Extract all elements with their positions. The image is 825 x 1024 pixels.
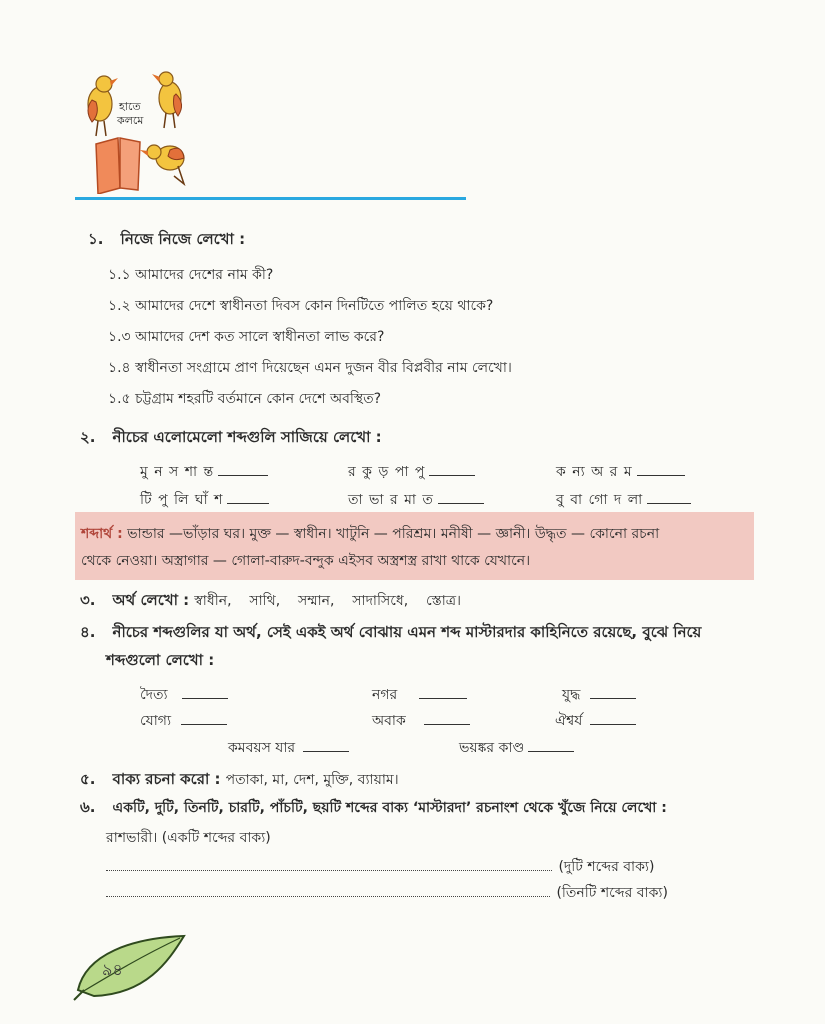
answer-blank[interactable] bbox=[429, 461, 475, 476]
glossary-text1: ভান্ডার —ভাঁড়ার ঘর। মুক্ত — স্বাধীন। খাটুনি — পরিশ্রম। মনীষী — জ্ঞানী। উদ্ধৃত — কোনো রচনা bbox=[127, 526, 660, 542]
jumbled-word bbox=[348, 488, 484, 512]
jumbled-word bbox=[140, 460, 268, 484]
q6-answer-line bbox=[106, 855, 654, 879]
answer-blank[interactable] bbox=[218, 461, 268, 476]
jumbled-word bbox=[556, 488, 691, 512]
q4-title-line2: শব্দগুলো লেখো : bbox=[106, 651, 215, 669]
q2-number: ২. bbox=[80, 428, 96, 446]
dotted-answer-line[interactable] bbox=[106, 884, 550, 897]
q1-heading bbox=[88, 228, 245, 253]
jumbled-word-text: মু ন স শা ন্ত bbox=[140, 464, 215, 480]
q2-heading bbox=[80, 426, 382, 451]
hate-kolome-logo bbox=[78, 66, 196, 194]
synonym-item bbox=[228, 736, 349, 760]
q1-item: ১.১ আমাদের দেশের নাম কী? bbox=[108, 267, 274, 283]
synonym-word: নগর bbox=[372, 687, 398, 703]
dotted-answer-line[interactable] bbox=[106, 858, 552, 871]
synonym-word: দৈত্য bbox=[140, 687, 168, 703]
synonym-item bbox=[372, 709, 470, 733]
q4-heading bbox=[80, 621, 701, 646]
answer-blank[interactable] bbox=[227, 489, 269, 504]
q6-title: একটি, দুটি, তিনটি, চারটি, পাঁচটি, ছয়টি শব্দের বাক্য ‘মাস্টারদা’ রচনাংশ থেকে খুঁজে নিয়ে লেখো : bbox=[112, 800, 667, 816]
synonym-item bbox=[459, 736, 574, 760]
answer-blank[interactable] bbox=[181, 710, 227, 725]
page-number: ৯৪ bbox=[102, 960, 123, 979]
synonym-word: ঐশ্বর্য bbox=[555, 713, 583, 729]
answer-blank[interactable] bbox=[303, 737, 349, 752]
q1-item: ১.৩ আমাদের দেশ কত সালে স্বাধীনতা লাভ করে? bbox=[108, 329, 385, 345]
q1-item: ১.৪ স্বাধীনতা সংগ্রামে প্রাণ দিয়েছেন এমন দুজন বীর বিপ্লবীর নাম লেখো। bbox=[108, 360, 512, 376]
glossary-label: শব্দার্থ : bbox=[81, 526, 123, 542]
logo-text-line1: হাতে bbox=[119, 100, 141, 113]
q4-title-line1: নীচের শব্দগুলির যা অর্থ, সেই একই অর্থ বোঝায় এমন শব্দ মাস্টারদার কাহিনিতে রয়েছে, বুঝে নিয়ে bbox=[112, 623, 702, 641]
synonym-word: যোগ্য bbox=[140, 713, 172, 729]
answer-blank[interactable] bbox=[438, 489, 484, 504]
glossary-box bbox=[75, 512, 754, 580]
jumbled-word-text: তা ভা র মা ত bbox=[348, 492, 434, 508]
synonym-item bbox=[372, 683, 467, 707]
q1-title: নিজে নিজে লেখো : bbox=[120, 230, 246, 248]
jumbled-word bbox=[140, 488, 269, 512]
jumbled-word-text: টি পু লি ঘাঁ শ bbox=[140, 492, 224, 508]
synonym-word: যুদ্ধ bbox=[562, 687, 581, 703]
q6-number: ৬. bbox=[80, 798, 96, 816]
q4-number: ৪. bbox=[80, 623, 96, 641]
section-rule bbox=[75, 197, 466, 200]
answer-blank[interactable] bbox=[637, 461, 685, 476]
jumbled-word bbox=[348, 460, 475, 484]
synonym-item bbox=[555, 709, 636, 733]
answer-blank[interactable] bbox=[424, 710, 470, 725]
q5-heading bbox=[80, 768, 399, 793]
answer-blank[interactable] bbox=[590, 710, 636, 725]
jumbled-word-text: বু বা গো দ লা bbox=[556, 492, 644, 508]
q3-heading bbox=[80, 589, 461, 614]
glossary-line1 bbox=[81, 521, 748, 548]
answer-blank[interactable] bbox=[647, 489, 691, 504]
q5-words: পতাকা, মা, দেশ, মুক্তি, ব্যায়াম। bbox=[225, 772, 399, 788]
q1-item: ১.৫ চট্টগ্রাম শহরটি বর্তমানে কোন দেশে অবস্থিত? bbox=[108, 391, 382, 407]
logo-text-line2: কলমে bbox=[117, 114, 144, 127]
q1-number: ১. bbox=[88, 230, 104, 248]
q1-item: ১.২ আমাদের দেশে স্বাধীনতা দিবস কোন দিনটিতে পালিত হয়ে থাকে? bbox=[108, 298, 494, 314]
q2-title: নীচের এলোমেলো শব্দগুলি সাজিয়ে লেখো : bbox=[112, 428, 382, 446]
synonym-item bbox=[140, 709, 227, 733]
q3-number: ৩. bbox=[80, 591, 96, 609]
jumbled-word-text: ক ন্য অ র ম bbox=[556, 464, 633, 480]
synonym-item bbox=[562, 683, 636, 707]
answer-blank[interactable] bbox=[528, 737, 574, 752]
q3-title: অর্থ লেখো : bbox=[112, 591, 190, 609]
answer-blank[interactable] bbox=[590, 684, 636, 699]
synonym-item bbox=[140, 683, 228, 707]
jumbled-word bbox=[556, 460, 685, 484]
q3-words: স্বাধীন, সাথি, সম্মান, সাদাসিধে, স্তোত্র। bbox=[194, 593, 462, 609]
birds-illustration bbox=[78, 66, 196, 194]
q6-answer-line bbox=[106, 881, 668, 905]
q6-hint: (তিনটি শব্দের বাক্য) bbox=[556, 885, 668, 901]
answer-blank[interactable] bbox=[419, 684, 467, 699]
jumbled-word-text: র কু ড় পা পু bbox=[348, 464, 426, 480]
q5-number: ৫. bbox=[80, 770, 96, 788]
q6-hint: (দুটি শব্দের বাক্য) bbox=[558, 859, 655, 875]
q5-title: বাক্য রচনা করো : bbox=[112, 770, 221, 788]
leaf-icon bbox=[72, 934, 192, 1002]
q6-example: রাশভারী। (একটি শব্দের বাক্য) bbox=[106, 830, 271, 846]
q6-heading bbox=[80, 796, 667, 821]
synonym-word: কমবয়স যার bbox=[228, 740, 296, 756]
synonym-word: ভয়ঙ্কর কাণ্ড bbox=[459, 740, 525, 756]
synonym-word: অবাক bbox=[372, 713, 406, 729]
page-number-leaf bbox=[72, 934, 192, 1002]
glossary-text2: থেকে নেওয়া। অস্ত্রাগার — গোলা-বারুদ-বন্দুক এইসব অস্ত্রশস্ত্র রাখা থাকে যেখানে। bbox=[81, 553, 531, 569]
answer-blank[interactable] bbox=[182, 684, 228, 699]
